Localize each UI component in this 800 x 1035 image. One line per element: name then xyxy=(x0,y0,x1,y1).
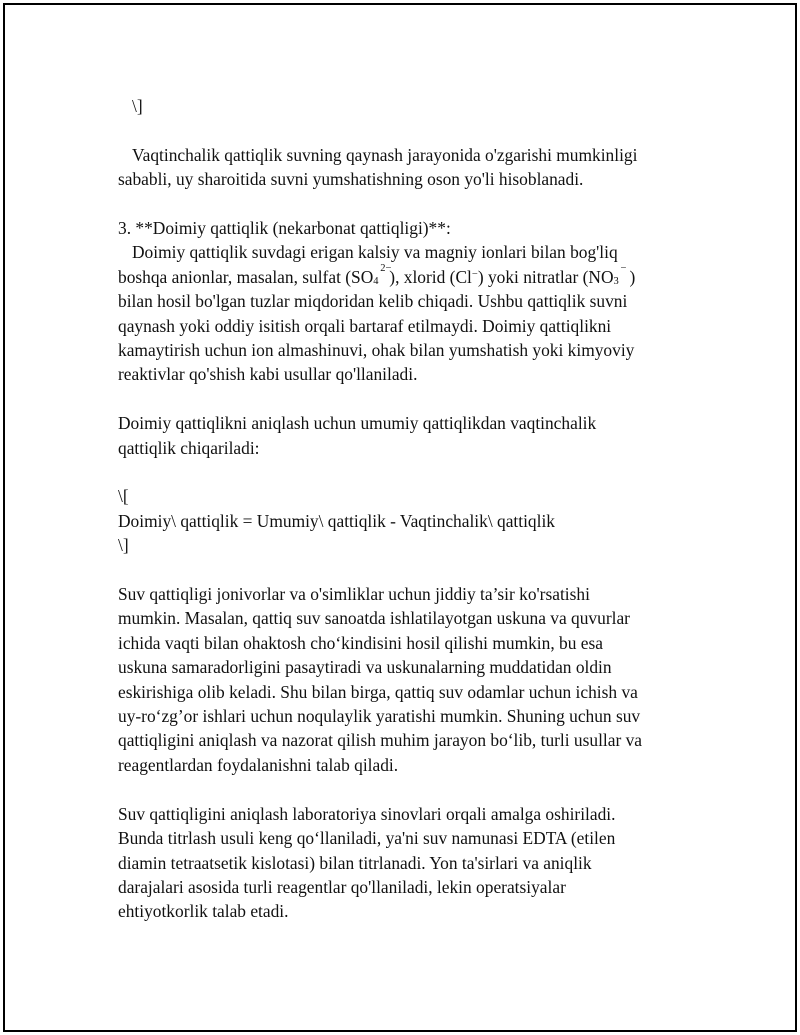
text-line: diamin tetraatsetik kislotasi) bilan titrlanadi. Yon ta'sirlari va aniqlik xyxy=(118,852,592,873)
text-line: qattiqligini aniqlash va nazorat qilish muhim jarayon bo‘lib, turli usullar va xyxy=(118,730,643,751)
text-fragment: ) xyxy=(629,266,636,287)
section-heading: 3. **Doimiy qattiqlik (nekarbonat qattiqligi)**: xyxy=(118,218,451,238)
text-line-formulas xyxy=(118,262,678,289)
text-line: Doimiy qattiqlikni aniqlash uchun umumiy qattiqlikdan vaqtinchalik xyxy=(118,413,597,434)
text-line: uskuna samaradorligini pasaytiradi va uskunalarning muddatidan oldin xyxy=(118,657,612,678)
text-line: Doimiy qattiqlik suvdagi erigan kalsiy va magniy ionlari bilan bog'liq xyxy=(132,242,618,263)
paragraph-permanent-hardness xyxy=(118,216,678,387)
text-line: reaktivlar qo'shish kabi usullar qo'llaniladi. xyxy=(118,364,418,385)
document-body xyxy=(118,94,678,924)
text-line: eskirishiga olib keladi. Shu bilan birga, qattiq suv odamlar uchun ichish va xyxy=(118,681,638,702)
paragraph-determination xyxy=(118,411,678,460)
text-line: ehtiyotkorlik talab etadi. xyxy=(118,901,289,922)
text-line: sababli, uy sharoitida suvni yumshatishning oson yo'li hisoblanadi. xyxy=(118,169,584,190)
formula-block xyxy=(118,484,678,557)
text-line: \] xyxy=(132,96,143,116)
formula-open: \[ xyxy=(118,486,129,507)
formula-close: \] xyxy=(118,535,129,556)
text-line: uy-ro‘zg’or ishlari uchun noqulaylik yaratishi mumkin. Shuning uchun suv xyxy=(118,706,641,727)
nitrate-subscript: 3 xyxy=(613,275,619,287)
text-fragment: boshqa anionlar, masalan, sulfat (SO xyxy=(118,266,374,287)
paragraph-bracket-close xyxy=(118,94,678,118)
text-line: Suv qattiqligini aniqlash laboratoriya sinovlari orqali amalga oshiriladi. xyxy=(118,803,616,824)
sulfate-charge xyxy=(373,262,392,287)
text-line: Bunda titrlash usuli keng qo‘llaniladi, ya'ni suv namunasi EDTA (etilen xyxy=(118,828,616,849)
paragraph-laboratory xyxy=(118,802,678,924)
paragraph-temporary-hardness xyxy=(118,143,678,192)
formula-body: Doimiy\ qattiqlik = Umumiy\ qattiqlik - Vaqtinchalik\ qattiqlik xyxy=(118,510,555,531)
text-fragment: ), xlorid (Cl xyxy=(389,266,472,287)
text-line: Suv qattiqligi jonivorlar va o'simliklar uchun jiddiy ta’sir ko'rsatishi xyxy=(118,584,590,605)
text-line: qattiqlik chiqariladi: xyxy=(118,437,260,458)
text-line: Vaqtinchalik qattiqlik suvning qaynash jarayonida o'zgarishi mumkinligi xyxy=(132,144,638,165)
text-line: kamaytirish uchun ion almashinuvi, ohak bilan yumshatish yoki kimyoviy xyxy=(118,340,635,361)
paragraph-effects xyxy=(118,582,678,777)
sulfate-superscript: 2− xyxy=(380,262,392,274)
chloride-superscript: − xyxy=(471,268,478,280)
text-line: darajalari asosida turli reagentlar qo'llaniladi, lekin operatsiyalar xyxy=(118,876,566,897)
text-line: bilan hosil bo'lgan tuzlar miqdoridan kelib chiqadi. Ushbu qattiqlik suvni xyxy=(118,291,628,312)
sulfate-subscript: 4 xyxy=(373,275,379,287)
text-line: ichida vaqti bilan ohaktosh cho‘kindisini hosil qilishi mumkin, bu esa xyxy=(118,632,603,653)
nitrate-superscript: − xyxy=(620,262,627,274)
text-fragment: ) yoki nitratlar (NO xyxy=(477,266,614,287)
text-line: qaynash yoki oddiy isitish orqali bartaraf etilmaydi. Doimiy qattiqlikni xyxy=(118,315,612,336)
nitrate-charge xyxy=(613,262,630,287)
text-line: mumkin. Masalan, qattiq suv sanoatda ishlatilayotgan uskuna va quvurlar xyxy=(118,608,630,629)
text-line: reagentlardan foydalanishni talab qiladi. xyxy=(118,754,399,775)
